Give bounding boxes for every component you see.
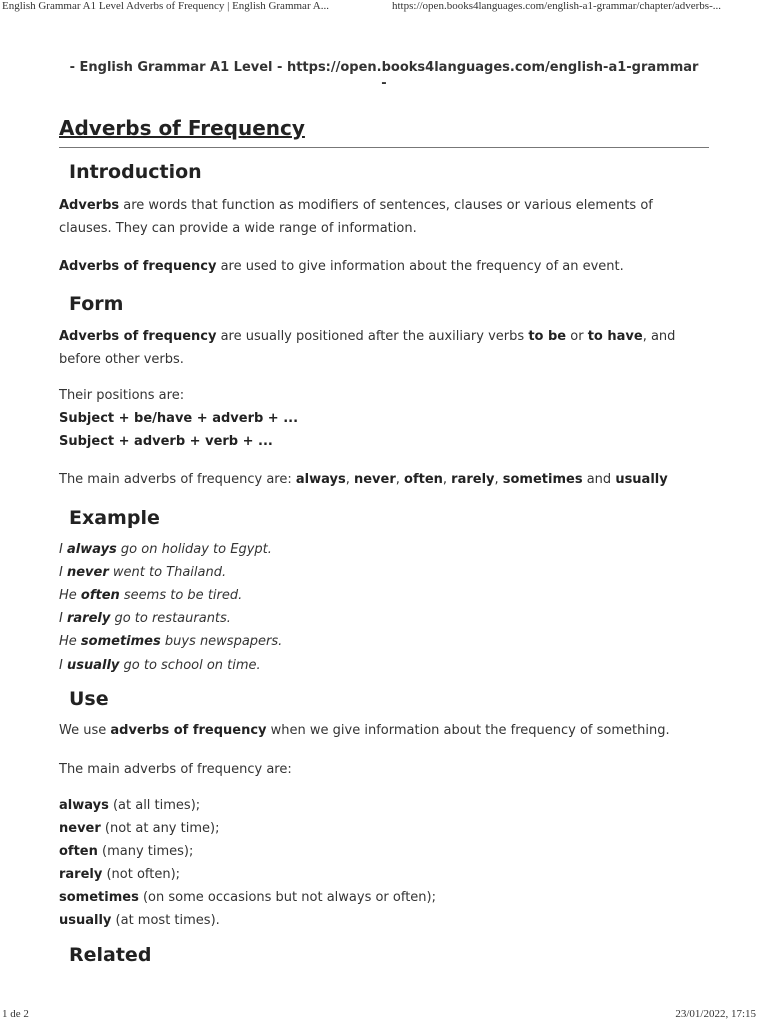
example-sentence: I always go on holiday to Egypt. xyxy=(59,542,272,557)
form-heading: Form xyxy=(69,293,124,315)
book-header xyxy=(59,60,709,92)
separator: , xyxy=(345,472,354,487)
adverbs-of-frequency-term: Adverbs of frequency xyxy=(59,259,217,274)
page-title: Adverbs of Frequency xyxy=(59,116,709,148)
pattern-1: Subject + be/have + adverb + ... xyxy=(59,411,299,426)
form-term-1: Adverbs of frequency xyxy=(59,329,217,344)
adverb-often: often xyxy=(404,472,443,487)
adverb-always: always xyxy=(295,472,346,487)
example-sentence: I never went to Thailand. xyxy=(59,565,227,580)
adverb-rarely: rarely xyxy=(451,472,495,487)
introduction-heading: Introduction xyxy=(69,161,202,183)
example-heading: Example xyxy=(69,507,160,529)
page-number: 1 de 2 xyxy=(2,1008,29,1020)
introduction-text-2: are used to give information about the frequency of an event. xyxy=(216,259,624,274)
definition-item: always (at all times); xyxy=(59,798,201,813)
use-heading: Use xyxy=(69,688,109,710)
pattern-2: Subject + adverb + verb + ... xyxy=(59,434,273,449)
print-header-url: https://open.books4languages.com/english-a1-grammar/chapter/adverbs-... xyxy=(392,0,721,12)
separator: , xyxy=(494,472,503,487)
example-sentence: I rarely go to restaurants. xyxy=(59,611,231,626)
print-footer xyxy=(0,1008,768,1024)
adverbs-term: Adverbs xyxy=(59,198,120,213)
definition-item: never (not at any time); xyxy=(59,821,220,836)
example-sentence: He sometimes buys newspapers. xyxy=(59,634,283,649)
introduction-text-1: are words that function as modifiers of sentences, clauses or various elements of clauses. They can provide a wide range of information. xyxy=(59,198,653,236)
form-text-2: or xyxy=(566,329,588,344)
use-paragraph-1: We use adverbs of frequency when we give information about the frequency of something. xyxy=(59,723,670,738)
related-heading: Related xyxy=(69,944,152,966)
adverb-usually: usually xyxy=(615,472,668,487)
adverb-sometimes: sometimes xyxy=(502,472,583,487)
positions-label: Their positions are: xyxy=(59,388,185,403)
introduction-paragraph-2 xyxy=(59,255,699,278)
definition-item: rarely (not often); xyxy=(59,867,181,882)
definition-item: sometimes (on some occasions but not always or often); xyxy=(59,890,436,905)
example-sentence: I usually go to school on time. xyxy=(59,658,261,673)
form-term-to-have: to have xyxy=(587,329,643,344)
definition-item: often (many times); xyxy=(59,844,194,859)
adverb-never: never xyxy=(353,472,396,487)
main-adverbs-line xyxy=(59,470,668,490)
use-paragraph-2: The main adverbs of frequency are: xyxy=(59,762,292,777)
introduction-paragraph-1 xyxy=(59,194,699,240)
separator: and xyxy=(582,472,616,487)
print-header-title: English Grammar A1 Level Adverbs of Frequency | English Grammar A... xyxy=(2,0,329,12)
print-header xyxy=(0,0,768,16)
separator: , xyxy=(442,472,452,487)
form-term-to-be: to be xyxy=(528,329,567,344)
book-header-dash: - xyxy=(381,76,387,91)
form-text-3: , and before other verbs. xyxy=(59,329,676,367)
main-adverbs-prefix: The main adverbs of frequency are: xyxy=(59,472,296,487)
form-paragraph-1 xyxy=(59,325,699,371)
print-datetime: 23/01/2022, 17:15 xyxy=(675,1008,756,1020)
book-header-line: - English Grammar A1 Level - https://open.books4languages.com/english-a1-grammar xyxy=(69,60,699,75)
example-sentence: He often seems to be tired. xyxy=(59,588,243,603)
definition-item: usually (at most times). xyxy=(59,913,220,928)
form-text-1: are usually positioned after the auxiliary verbs xyxy=(216,329,529,344)
separator: , xyxy=(395,472,405,487)
